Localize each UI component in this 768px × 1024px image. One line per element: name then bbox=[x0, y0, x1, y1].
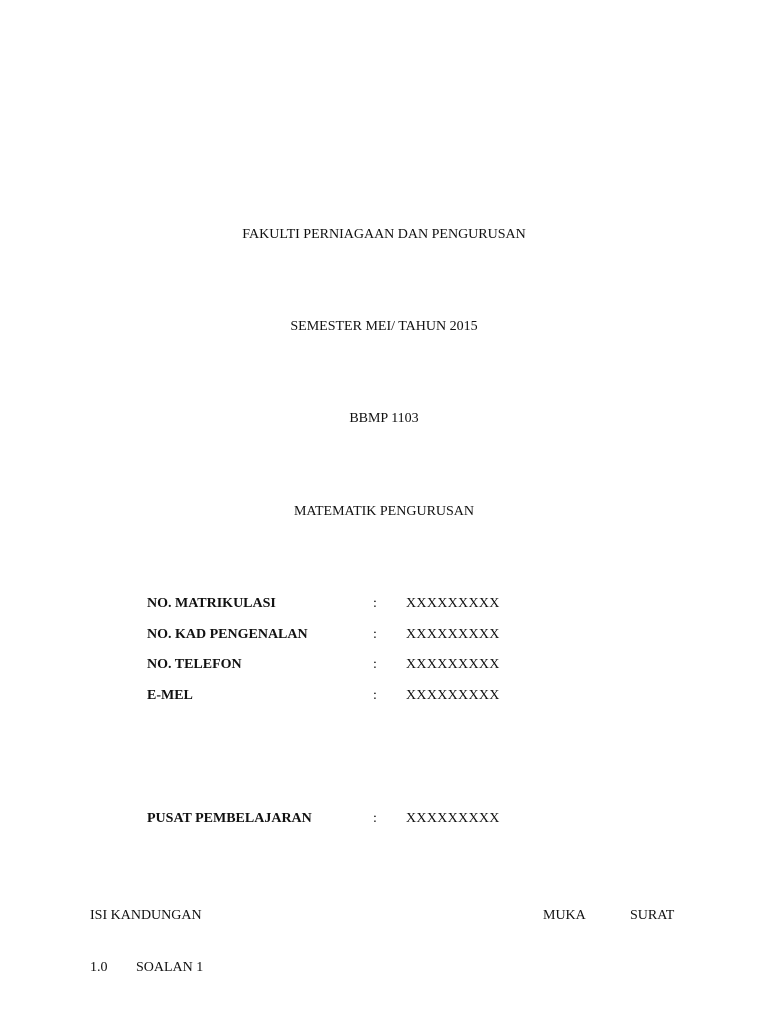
toc-column-muka: MUKA bbox=[543, 908, 586, 923]
learning-center-value: XXXXXXXXX bbox=[406, 811, 500, 826]
info-colon: : bbox=[373, 688, 377, 703]
info-label: NO. MATRIKULASI bbox=[147, 596, 276, 611]
info-row-ic bbox=[147, 627, 707, 647]
info-label: NO. TELEFON bbox=[147, 657, 242, 672]
info-label: NO. KAD PENGENALAN bbox=[147, 627, 308, 642]
info-colon: : bbox=[373, 657, 377, 672]
info-row-matric bbox=[147, 596, 707, 616]
info-value: XXXXXXXXX bbox=[406, 627, 500, 642]
info-row-email bbox=[147, 688, 707, 708]
info-row-phone bbox=[147, 657, 707, 677]
faculty-title: FAKULTI PERNIAGAAN DAN PENGURUSAN bbox=[242, 227, 526, 242]
semester-line: SEMESTER MEI/ TAHUN 2015 bbox=[290, 319, 478, 334]
learning-center-row bbox=[147, 811, 707, 831]
learning-center-label: PUSAT PEMBELAJARAN bbox=[147, 811, 312, 826]
info-colon: : bbox=[373, 627, 377, 642]
toc-item-number: 1.0 bbox=[90, 960, 108, 975]
info-colon: : bbox=[373, 811, 377, 826]
info-value: XXXXXXXXX bbox=[406, 688, 500, 703]
toc-title: ISI KANDUNGAN bbox=[90, 908, 202, 923]
info-value: XXXXXXXXX bbox=[406, 596, 500, 611]
info-label: E-MEL bbox=[147, 688, 193, 703]
toc-item-title: SOALAN 1 bbox=[136, 960, 204, 975]
info-value: XXXXXXXXX bbox=[406, 657, 500, 672]
course-name: MATEMATIK PENGURUSAN bbox=[293, 504, 475, 519]
course-code: BBMP 1103 bbox=[349, 411, 419, 426]
info-colon: : bbox=[373, 596, 377, 611]
toc-column-surat: SURAT bbox=[630, 908, 675, 923]
